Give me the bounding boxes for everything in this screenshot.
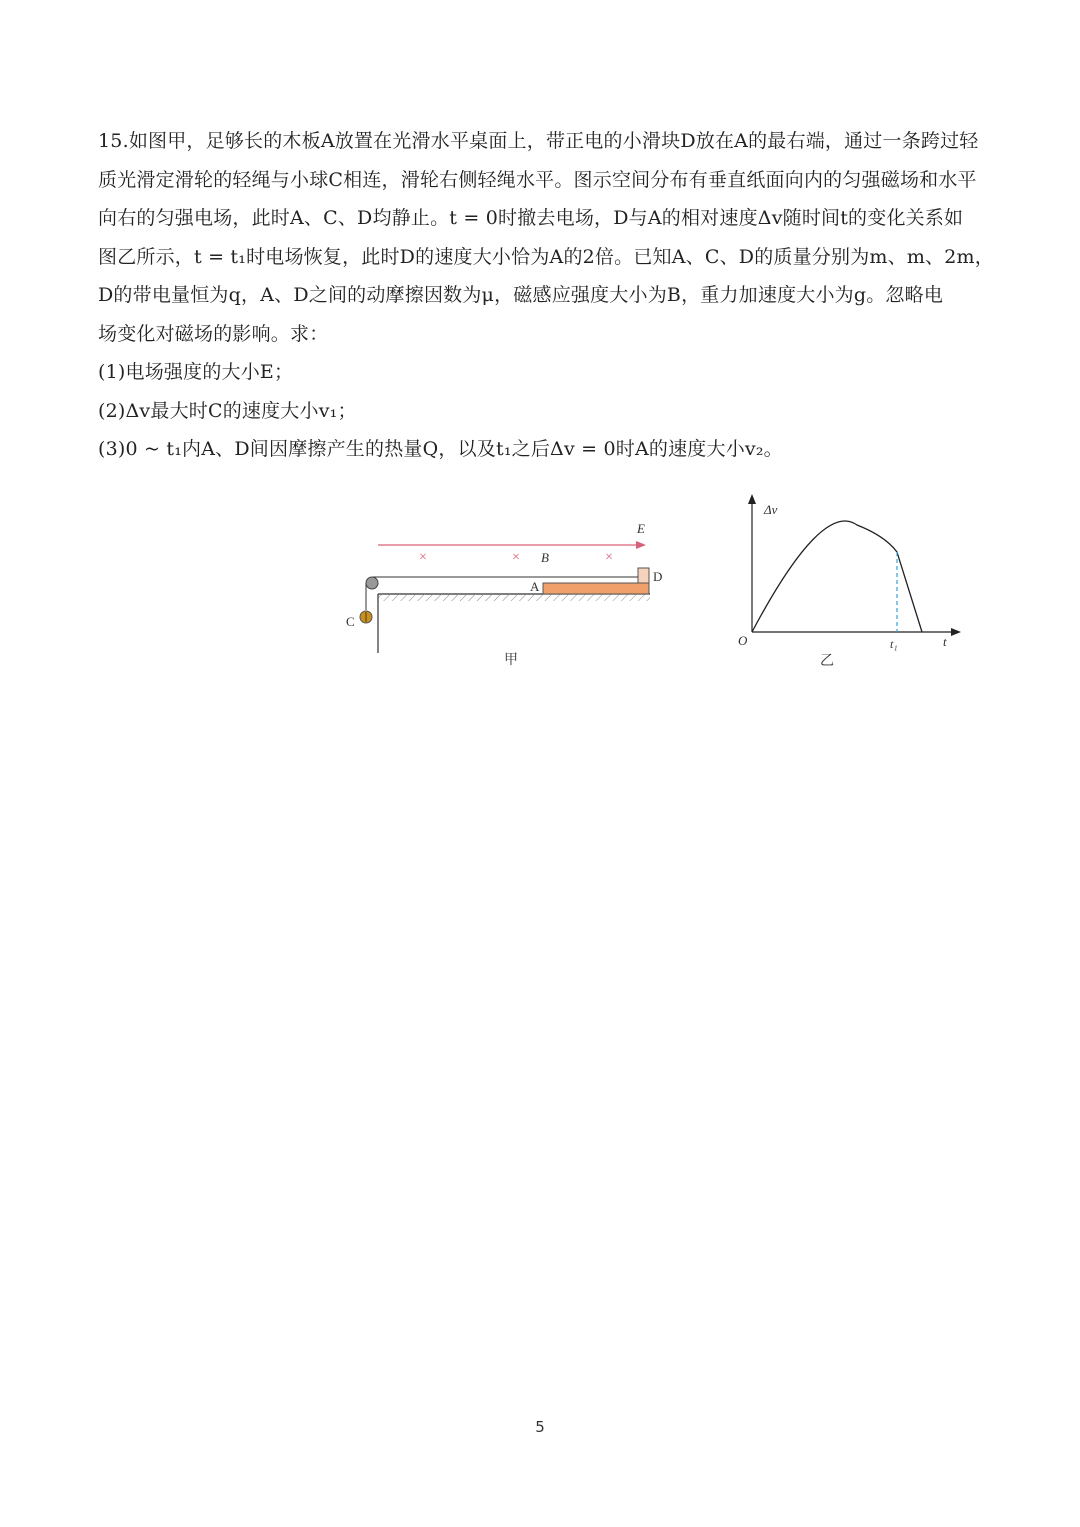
y-axis-label: Δv [764,502,778,517]
origin-label: O [738,633,748,648]
x-axis-arrowhead [951,628,961,636]
page-number: 5 [535,1418,545,1436]
label-B: B [541,550,549,565]
magnetic-cross: × [419,550,427,565]
problem-line: 场变化对磁场的影响。求： [98,322,329,345]
problem-line: 图乙所示，t = t₁时电场恢复，此时D的速度大小恰为A的2倍。已知A、C、D的质量分别为m、m、2m， [98,245,994,268]
pulley-icon [366,577,378,589]
figures [0,0,1080,700]
question-2: (2)Δv最大时C的速度大小v₁； [98,399,357,422]
t1-label: t₁ [890,637,898,651]
label-C: C [346,614,355,629]
magnetic-cross: × [605,550,613,565]
magnetic-cross: × [512,550,520,565]
y-axis-arrowhead [748,494,756,504]
table-hatching [378,594,650,601]
board-a [543,583,649,594]
problem-line: 15.如图甲，足够长的木板A放置在光滑水平桌面上，带正电的小滑块D放在A的最右端，通过一条跨过轻 [98,130,979,152]
x-axis-label: t [943,634,947,649]
block-d [638,568,649,583]
problem-line: D的带电量恒为q，A、D之间的动摩擦因数为μ，磁感应强度大小为B，重力加速度大小为g。忽略电 [98,284,944,306]
label-E: E [637,521,645,536]
label-D: D [653,569,663,584]
caption-jia: 甲 [504,653,518,668]
question-1: (1)电场强度的大小E； [98,361,294,383]
electric-field-arrowhead [636,541,646,549]
problem-line: 质光滑定滑轮的轻绳与小球C相连，滑轮右侧轻绳水平。图示空间分布有垂直纸面向内的匀强磁场和水平 [98,168,977,191]
figure-jia [346,521,662,668]
figure-yi [738,494,961,669]
caption-yi: 乙 [820,654,834,669]
question-3: (3)0 ~ t₁内A、D间因摩擦产生的热量Q，以及t₁之后Δv = 0时A的速度大小v₂。 [98,438,783,460]
problem-line: 向右的匀强电场，此时A、C、D均静止。t = 0时撤去电场，D与A的相对速度Δv随时间t的变化关系如 [98,207,964,229]
label-A: A [530,579,540,594]
